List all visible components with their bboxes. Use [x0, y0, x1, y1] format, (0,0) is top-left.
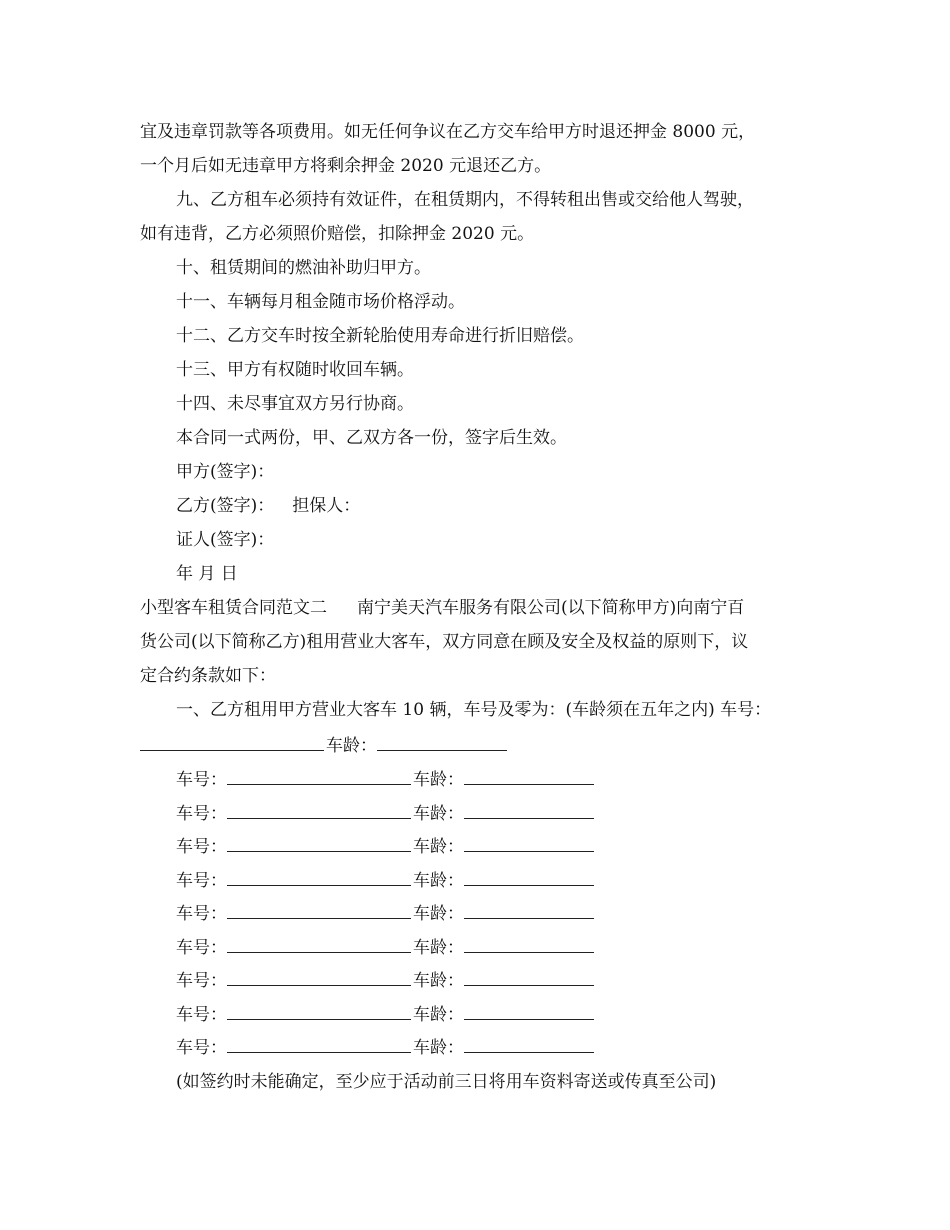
plate-blank	[227, 800, 411, 819]
vehicle-row	[176, 1034, 820, 1058]
section-title: 小型客车租赁合同范文二	[140, 598, 327, 618]
clause-13: 十三、甲方有权随时收回车辆。	[176, 360, 414, 380]
plate-blank	[227, 1034, 411, 1053]
vehicle-row	[176, 800, 820, 824]
vehicle-row	[176, 934, 820, 958]
plate-label: 车号：	[176, 837, 227, 857]
section-intro-line	[140, 596, 820, 620]
note: (如签约时未能确定，至少应于活动前三日将用车资料寄送或传真至公司)	[176, 1072, 717, 1092]
party-b-signature-line	[176, 494, 820, 518]
plate-label: 车号：	[176, 770, 227, 790]
closing-statement: 本合同一式两份，甲、乙双方各一份，签字后生效。	[176, 428, 567, 448]
plate-blank	[227, 766, 411, 785]
age-blank	[464, 900, 594, 919]
paragraph-line: 如有违背，乙方必须照价赔偿，扣除押金 2020 元。	[140, 224, 535, 244]
plate-label: 车号：	[176, 1004, 227, 1025]
age-blank	[464, 967, 594, 986]
witness-signature: 证人(签字)：	[176, 530, 275, 550]
clause-14: 十四、未尽事宜双方另行协商。	[176, 394, 414, 414]
age-label: 车龄：	[413, 770, 464, 790]
vehicle-row	[176, 766, 820, 790]
vehicle-row	[176, 967, 820, 991]
age-blank	[464, 800, 594, 819]
plate-label: 车号：	[176, 937, 227, 958]
age-label: 车龄：	[413, 1004, 464, 1025]
age-blank	[464, 1034, 594, 1053]
plate-blank	[140, 732, 324, 751]
plate-blank	[227, 934, 411, 953]
vehicle-row	[176, 867, 820, 891]
vehicle-row-first	[140, 732, 820, 756]
plate-blank	[227, 967, 411, 986]
age-label: 车龄：	[413, 1038, 464, 1058]
age-label: 车龄：	[413, 937, 464, 958]
age-blank	[464, 1001, 594, 1020]
plate-blank	[227, 833, 411, 852]
age-blank	[464, 934, 594, 953]
party-a-signature: 甲方(签字)：	[176, 462, 275, 482]
paragraph-line: 宜及违章罚款等各项费用。如无任何争议在乙方交车给甲方时退还押金 8000 元，	[140, 122, 756, 142]
plate-label: 车号：	[176, 870, 227, 891]
clause-10: 十、租赁期间的燃油补助归甲方。	[176, 258, 431, 278]
age-blank	[377, 732, 507, 751]
clause-12: 十二、乙方交车时按全新轮胎使用寿命进行折旧赔偿。	[176, 326, 584, 346]
age-label: 车龄：	[413, 971, 464, 991]
signature-date: 年 月 日	[176, 564, 238, 584]
age-blank	[464, 867, 594, 886]
plate-label: 车号：	[176, 971, 227, 991]
age-label: 车龄：	[413, 803, 464, 824]
age-label: 车龄：	[413, 904, 464, 924]
section-intro: 南宁美天汽车服务有限公司(以下简称甲方)向南宁百	[357, 598, 745, 618]
age-label: 车龄：	[326, 736, 377, 756]
guarantor-label: 担保人：	[292, 496, 361, 516]
clause-9: 九、乙方租车必须持有效证件，在租赁期内，不得转租出售或交给他人驾驶，	[176, 190, 754, 210]
age-label: 车龄：	[413, 870, 464, 891]
paragraph-line: 货公司(以下简称乙方)租用营业大客车，双方同意在顾及安全及权益的原则下，议	[140, 632, 749, 652]
paragraph-line: 定合约条款如下：	[140, 666, 276, 686]
plate-blank	[227, 1001, 411, 1020]
plate-label: 车号：	[176, 904, 227, 924]
plate-label: 车号：	[176, 1038, 227, 1058]
clause-11: 十一、车辆每月租金随市场价格浮动。	[176, 292, 465, 312]
vehicle-row	[176, 1001, 820, 1025]
plate-label: 车号：	[176, 803, 227, 824]
party-b-signature: 乙方(签字)：	[176, 496, 275, 516]
plate-blank	[227, 900, 411, 919]
age-blank	[464, 833, 594, 852]
paragraph-line: 一个月后如无违章甲方将剩余押金 2020 元退还乙方。	[140, 156, 552, 176]
plate-blank	[227, 867, 411, 886]
clause-1: 一、乙方租用甲方营业大客车 10 辆，车号及零为：(车龄须在五年之内) 车号：	[176, 700, 772, 720]
age-blank	[464, 766, 594, 785]
vehicle-row	[176, 900, 820, 924]
age-label: 车龄：	[413, 837, 464, 857]
vehicle-row	[176, 833, 820, 857]
